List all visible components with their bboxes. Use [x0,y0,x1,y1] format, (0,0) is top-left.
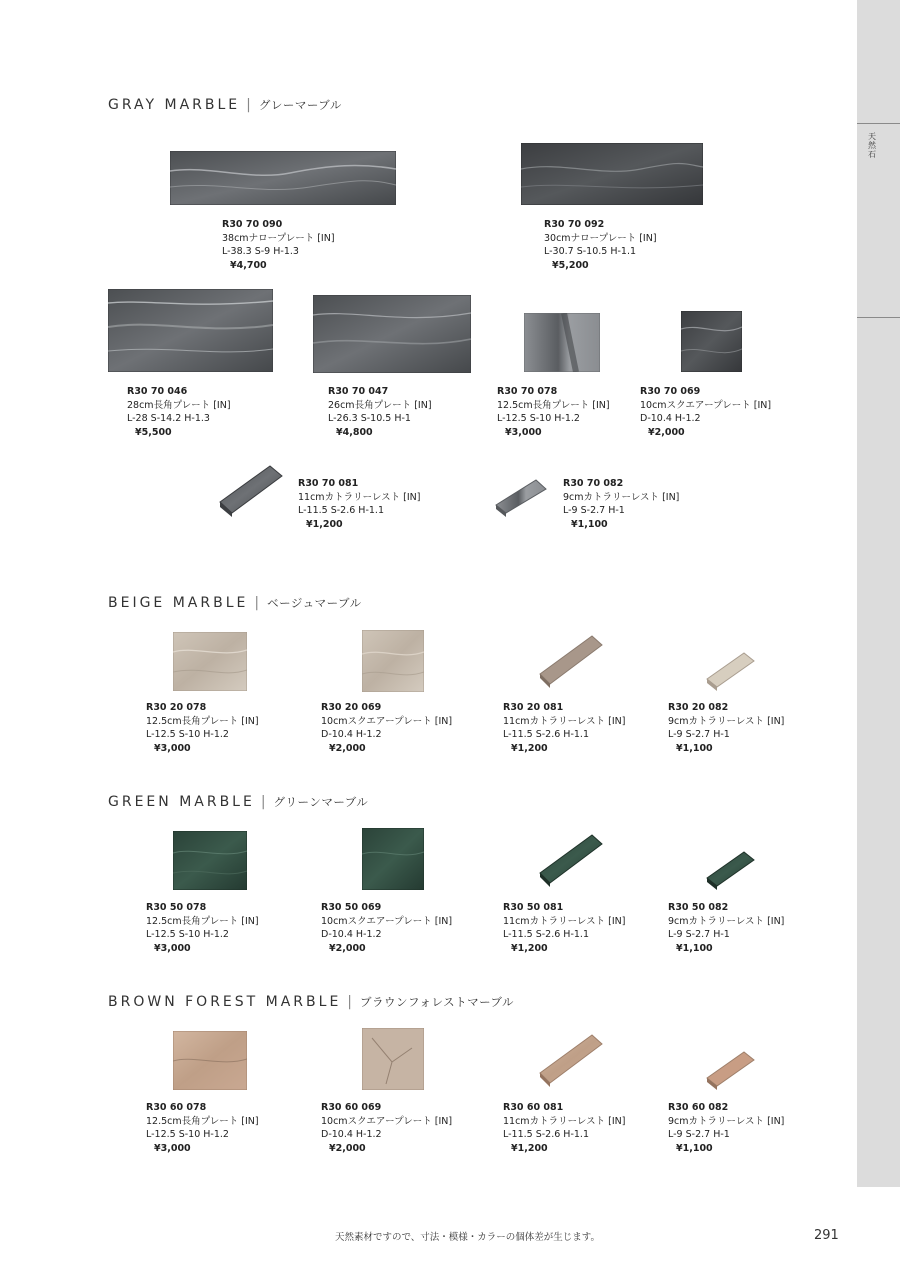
product-image-beige-11cm-cutlery-rest [536,632,606,690]
product-image-brown-10cm-square-plate [362,1028,424,1090]
page-number: 291 [814,1228,839,1243]
product-spec: L-26.3 S-10.5 H-1 [328,413,411,425]
product-code: R30 70 069 [640,386,701,397]
product-caption [503,901,625,955]
product-price: ¥5,500 [135,426,172,438]
section-title-en: BROWN FOREST MARBLE [108,994,342,1010]
product-caption [503,1101,625,1155]
product-caption [544,218,657,272]
product-name: 10cmスクエアープレート [IN] [640,399,772,411]
product-image-gray-26cm-long-plate [313,295,471,373]
product-name: 12.5cm長角プレート [IN] [146,915,259,927]
product-spec: D-10.4 H-1.2 [640,413,701,425]
product-caption [668,701,784,755]
product-code: R30 20 078 [146,702,207,713]
product-caption [328,385,432,439]
product-image-beige-9cm-cutlery-rest [704,649,758,691]
product-spec: L-38.3 S-9 H-1.3 [222,246,299,258]
section-title-beige [108,595,362,611]
product-name: 28cm長角プレート [IN] [127,399,231,411]
product-name: 12.5cm長角プレート [IN] [146,1115,259,1127]
product-image-green-9cm-cutlery-rest [704,848,758,890]
product-name: 9cmカトラリーレスト [IN] [563,491,680,503]
product-price: ¥3,000 [154,942,191,954]
product-spec: L-11.5 S-2.6 H-1.1 [298,505,384,517]
product-name: 38cmナロープレート [IN] [222,232,335,244]
product-image-gray-30cm-narrow-plate [521,143,703,205]
product-caption [127,385,231,439]
product-spec: L-9 S-2.7 H-1 [668,929,730,941]
product-caption [668,901,784,955]
product-caption [668,1101,784,1155]
product-price: ¥3,000 [154,1142,191,1154]
product-name: 12.5cm長角プレート [IN] [497,399,610,411]
product-code: R30 70 047 [328,386,389,397]
product-spec: L-9 S-2.7 H-1 [668,729,730,741]
product-price: ¥1,100 [676,1142,713,1154]
product-name: 10cmスクエアープレート [IN] [321,915,453,927]
section-title-brown [108,994,514,1010]
product-image-gray-9cm-cutlery-rest [492,477,550,517]
section-title-ja: ベージュマーブル [267,596,362,610]
product-code: R30 50 069 [321,902,382,913]
sidebar-divider [857,123,900,124]
product-image-beige-10cm-square-plate [362,630,424,692]
product-spec: D-10.4 H-1.2 [321,1129,382,1141]
product-code: R30 20 081 [503,702,564,713]
product-name: 30cmナロープレート [IN] [544,232,657,244]
product-spec: L-28 S-14.2 H-1.3 [127,413,210,425]
product-name: 11cmカトラリーレスト [IN] [503,715,626,727]
product-image-brown-11cm-cutlery-rest [536,1031,606,1089]
product-price: ¥2,000 [329,942,366,954]
title-separator: | [246,97,251,113]
product-code: R30 70 081 [298,478,359,489]
product-code: R30 20 069 [321,702,382,713]
product-price: ¥1,200 [511,942,548,954]
product-price: ¥1,100 [676,742,713,754]
product-image-green-12-5cm-long-plate [173,831,247,890]
product-price: ¥4,800 [336,426,373,438]
sidebar-tab [857,0,900,1187]
product-price: ¥3,000 [154,742,191,754]
product-image-gray-10cm-square-plate [681,311,742,372]
product-code: R30 60 082 [668,1102,729,1113]
product-code: R30 70 092 [544,219,605,230]
product-caption [563,477,679,531]
product-image-gray-38cm-narrow-plate [170,151,396,205]
section-title-en: GREEN MARBLE [108,794,255,810]
title-separator: | [254,595,260,611]
product-caption [298,477,420,531]
product-image-beige-12-5cm-long-plate [173,632,247,691]
product-name: 11cmカトラリーレスト [IN] [503,915,626,927]
product-caption [321,901,452,955]
product-spec: D-10.4 H-1.2 [321,729,382,741]
product-code: R30 70 090 [222,219,283,230]
product-spec: L-30.7 S-10.5 H-1.1 [544,246,637,258]
product-spec: L-9 S-2.7 H-1 [563,505,625,517]
product-name: 10cmスクエアープレート [IN] [321,715,453,727]
product-code: R30 70 046 [127,386,188,397]
product-code: R30 50 081 [503,902,564,913]
product-code: R30 60 081 [503,1102,564,1113]
product-price: ¥5,200 [552,259,589,271]
product-name: 10cmスクエアープレート [IN] [321,1115,453,1127]
product-name: 9cmカトラリーレスト [IN] [668,715,785,727]
product-price: ¥4,700 [230,259,267,271]
product-image-gray-28cm-long-plate [108,289,273,372]
product-caption [640,385,771,439]
product-image-gray-12-5cm-long-plate [524,313,600,372]
product-code: R30 20 082 [668,702,729,713]
section-title-green [108,794,368,810]
product-price: ¥1,100 [571,518,608,530]
product-image-gray-11cm-cutlery-rest [214,462,286,517]
product-name: 26cm長角プレート [IN] [328,399,432,411]
product-spec: L-11.5 S-2.6 H-1.1 [503,729,589,741]
product-spec: L-12.5 S-10 H-1.2 [146,1129,229,1141]
product-price: ¥3,000 [505,426,542,438]
section-title-gray [108,97,342,113]
title-separator: | [347,994,353,1010]
product-code: R30 70 078 [497,386,558,397]
product-spec: L-11.5 S-2.6 H-1.1 [503,1129,589,1141]
product-price: ¥1,200 [306,518,343,530]
product-name: 9cmカトラリーレスト [IN] [668,915,785,927]
product-spec: L-12.5 S-10 H-1.2 [497,413,580,425]
product-price: ¥2,000 [648,426,685,438]
sidebar-divider [857,317,900,318]
product-code: R30 50 082 [668,902,729,913]
product-caption [146,1101,259,1155]
sidebar-label: 天然石 [868,132,876,159]
product-name: 12.5cm長角プレート [IN] [146,715,259,727]
product-name: 11cmカトラリーレスト [IN] [298,491,421,503]
product-caption [497,385,610,439]
product-spec: L-9 S-2.7 H-1 [668,1129,730,1141]
product-caption [146,701,259,755]
product-name: 11cmカトラリーレスト [IN] [503,1115,626,1127]
section-title-ja: グリーンマーブル [273,795,369,809]
product-spec: D-10.4 H-1.2 [321,929,382,941]
product-name: 9cmカトラリーレスト [IN] [668,1115,785,1127]
product-image-green-11cm-cutlery-rest [536,831,606,889]
product-price: ¥2,000 [329,742,366,754]
product-spec: L-11.5 S-2.6 H-1.1 [503,929,589,941]
title-separator: | [260,794,266,810]
product-image-brown-9cm-cutlery-rest [704,1048,758,1090]
product-caption [321,701,452,755]
product-price: ¥2,000 [329,1142,366,1154]
product-spec: L-12.5 S-10 H-1.2 [146,729,229,741]
product-code: R30 50 078 [146,902,207,913]
product-price: ¥1,200 [511,1142,548,1154]
product-price: ¥1,100 [676,942,713,954]
product-image-brown-12-5cm-long-plate [173,1031,247,1090]
product-code: R30 60 078 [146,1102,207,1113]
product-caption [146,901,259,955]
section-title-en: GRAY MARBLE [108,97,241,113]
section-title-ja: ブラウンフォレストマーブル [360,995,515,1009]
product-code: R30 60 069 [321,1102,382,1113]
product-image-green-10cm-square-plate [362,828,424,890]
product-price: ¥1,200 [511,742,548,754]
section-title-ja: グレーマーブル [258,98,342,112]
product-caption [321,1101,452,1155]
section-title-en: BEIGE MARBLE [108,595,249,611]
product-caption [222,218,335,272]
product-code: R30 70 082 [563,478,624,489]
footer-note: 天然素材ですので、寸法・模様・カラーの個体差が生じます。 [335,1232,601,1243]
product-spec: L-12.5 S-10 H-1.2 [146,929,229,941]
product-caption [503,701,625,755]
